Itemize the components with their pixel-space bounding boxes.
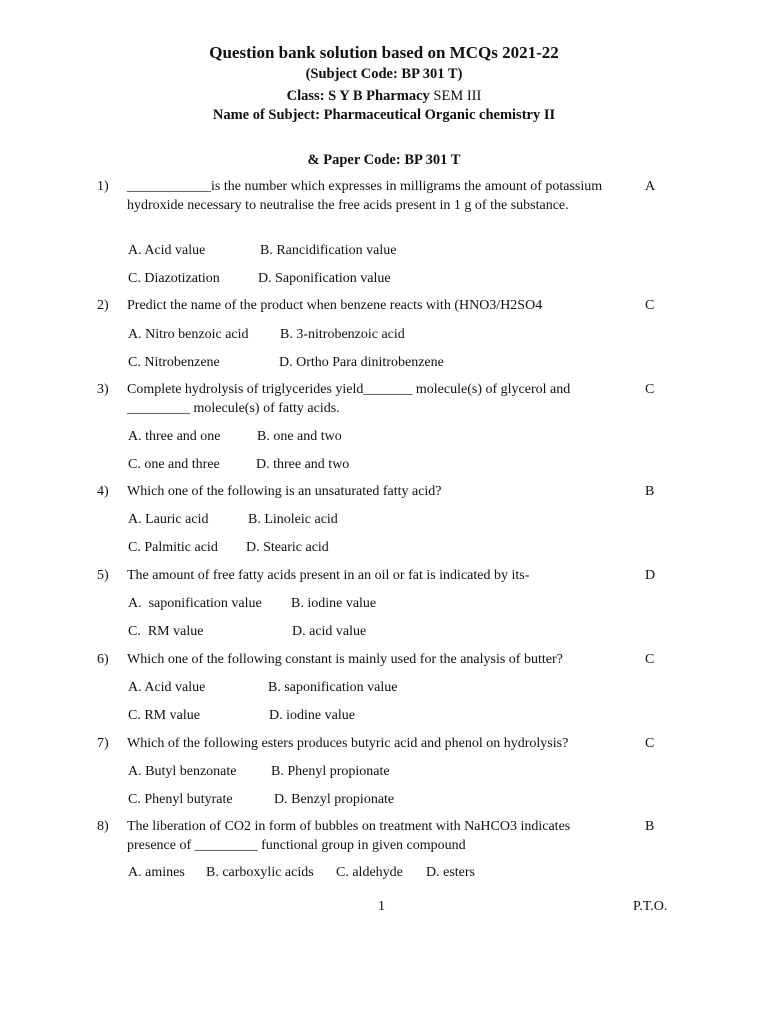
option-d: D. esters [426, 865, 475, 880]
please-turn-over: P.T.O. [633, 899, 668, 914]
semester-label: SEM III [433, 88, 482, 104]
question-number: 3) [97, 382, 109, 397]
option-a: A. amines [128, 865, 185, 880]
answer-key: B [645, 484, 655, 499]
option-c: C. one and three [128, 457, 220, 472]
option-a: A. Lauric acid [128, 512, 209, 527]
question-text: The amount of free fatty acids present in an oil or fat is indicated by its- [127, 568, 530, 583]
answer-key: C [645, 298, 655, 313]
option-d: D. Ortho Para dinitrobenzene [279, 355, 444, 370]
option-a: A. three and one [128, 429, 221, 444]
option-b: B. carboxylic acids [206, 865, 314, 880]
question-text: The liberation of CO2 in form of bubbles on treatment with NaHCO3 indicates presence of _________ functional group in given compound [127, 819, 571, 853]
option-c: C. Palmitic acid [128, 540, 218, 555]
option-a: A. Acid value [128, 243, 206, 258]
question-number: 6) [97, 652, 109, 667]
option-d: D. iodine value [269, 708, 355, 723]
option-b: B. 3-nitrobenzoic acid [280, 327, 405, 342]
option-c: C. aldehyde [336, 865, 403, 880]
question-number: 7) [97, 736, 109, 751]
option-c: C. RM value [128, 624, 204, 639]
option-c: C. Phenyl butyrate [128, 792, 233, 807]
option-b: B. Phenyl propionate [271, 764, 390, 779]
subject-code: (Subject Code: BP 301 T) [305, 66, 463, 82]
question-number: 1) [97, 179, 109, 194]
question-text: Complete hydrolysis of triglycerides yield_______ molecule(s) of glycerol and _________ molecule(s) of fatty acids. [127, 382, 571, 416]
option-d: D. Saponification value [258, 271, 391, 286]
question-number: 4) [97, 484, 109, 499]
option-b: B. iodine value [291, 596, 377, 611]
document-title: Question bank solution based on MCQs 2021-22 [209, 43, 559, 62]
question-text: Which one of the following is an unsaturated fatty acid? [127, 484, 442, 499]
class-label: Class: S Y B Pharmacy [286, 88, 430, 104]
question-number: 2) [97, 298, 109, 313]
option-d: D. Stearic acid [246, 540, 329, 555]
option-d: D. acid value [292, 624, 367, 639]
option-b: B. saponification value [268, 680, 398, 695]
answer-key: D [645, 568, 656, 583]
answer-key: A [645, 179, 656, 194]
page-number: 1 [378, 899, 385, 914]
question-text: Which of the following esters produces butyric acid and phenol on hydrolysis? [127, 736, 569, 751]
question-text: Which one of the following constant is mainly used for the analysis of butter? [127, 652, 563, 667]
answer-key: B [645, 819, 655, 834]
answer-key: C [645, 382, 655, 397]
paper-code: & Paper Code: BP 301 T [307, 152, 461, 168]
class-line [0, 88, 768, 105]
option-b: B. Linoleic acid [248, 512, 338, 527]
option-d: D. three and two [256, 457, 350, 472]
option-a: A. Nitro benzoic acid [128, 327, 249, 342]
option-b: B. one and two [257, 429, 342, 444]
answer-key: C [645, 652, 655, 667]
question-text: Predict the name of the product when benzene reacts with (HNO3/H2SO4 [127, 298, 543, 313]
option-b: B. Rancidification value [260, 243, 397, 258]
subject-name: Name of Subject: Pharmaceutical Organic chemistry II [212, 107, 556, 123]
answer-key: C [645, 736, 655, 751]
question-number: 8) [97, 819, 109, 834]
option-c: C. RM value [128, 708, 200, 723]
option-c: C. Nitrobenzene [128, 355, 220, 370]
option-d: D. Benzyl propionate [274, 792, 395, 807]
option-a: A. saponification value [128, 596, 262, 611]
question-number: 5) [97, 568, 109, 583]
option-c: C. Diazotization [128, 271, 220, 286]
question-text: ____________is the number which expresses in milligrams the amount of potassium hydroxide necessary to neutralise the free acids present in 1 g of the substance. [127, 179, 603, 213]
option-a: A. Butyl benzonate [128, 764, 237, 779]
option-a: A. Acid value [128, 680, 206, 695]
